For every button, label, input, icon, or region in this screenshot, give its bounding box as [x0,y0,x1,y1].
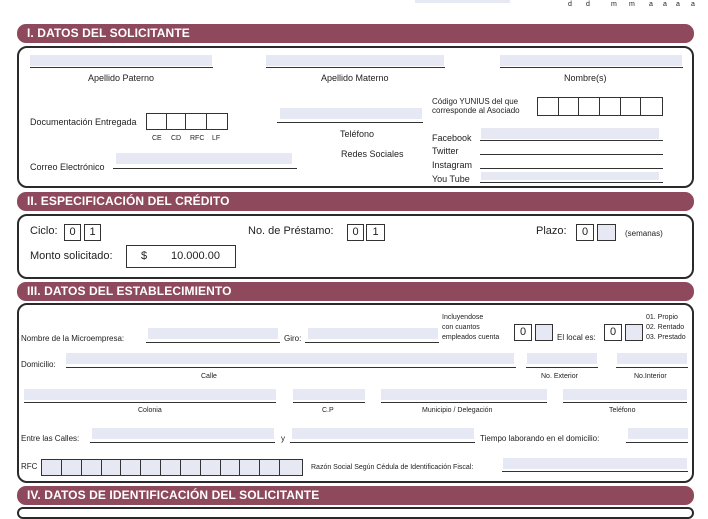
documentacion-label: Documentación Entregada [30,117,137,127]
section-1-header: I. DATOS DEL SOLICITANTE [17,24,694,43]
no-interior-input[interactable] [617,353,687,364]
plazo-label: Plazo: [536,225,567,237]
empleados-label-2: con cuantos [442,324,480,331]
facebook-label: Facebook [432,133,472,143]
doc-code-lf: LF [212,135,221,142]
telefono-est-input[interactable] [563,389,687,400]
nombres-label: Nombre(s) [564,73,607,83]
microempresa-label: Nombre de la Microempresa: [21,334,125,343]
date-field[interactable] [415,0,510,3]
section-3-header: III. DATOS DEL ESTABLECIMIENTO [17,282,694,301]
youtube-label: You Tube [432,174,470,184]
local-option-propio: 01. Propio [646,314,678,321]
rfc-label: RFC [21,462,38,471]
colonia-label: Colonia [138,407,162,414]
nombres-input[interactable] [500,55,682,66]
correo-label: Correo Electrónico [30,162,105,172]
apellido-paterno-input[interactable] [30,55,212,66]
cp-line [293,402,365,403]
empleados-digit-2[interactable] [535,324,553,341]
facebook-line [480,140,663,141]
razon-social-label: Razón Social Según Cédula de Identificación Fiscal: [311,464,474,471]
entre-calle-2-line [290,442,475,443]
apellido-paterno-label: Apellido Paterno [88,73,155,83]
monto-input[interactable] [126,245,236,268]
monto-currency: $ [141,250,148,262]
calle-label: Calle [201,373,217,380]
ciclo-digit-2[interactable]: 1 [84,224,101,241]
date-label: d [568,1,572,8]
date-fields [415,0,705,12]
date-label: d [586,1,590,8]
semanas-label: (semanas) [625,229,663,238]
cp-input[interactable] [293,389,365,400]
nombres-line [500,67,683,68]
prestamo-digit-2[interactable]: 1 [366,224,385,241]
local-digit-2[interactable] [625,324,643,341]
twitter-label: Twitter [432,146,459,156]
telefono-input[interactable] [280,108,422,119]
section-2-header: II. ESPECIFICACIÓN DEL CRÉDITO [17,192,694,211]
date-label: m [629,1,635,8]
telefono-est-label: Teléfono [609,407,636,414]
codigo-yunius-boxes[interactable] [537,97,663,116]
entre-calle-1-line [90,442,275,443]
plazo-digit-1[interactable]: 0 [576,224,594,241]
doc-code-cd: CD [171,135,182,142]
section-4-header: IV. DATOS DE IDENTIFICACIÓN DEL SOLICITANTE [17,486,694,505]
empleados-label-3: empleados cuenta [442,334,500,341]
local-option-prestado: 03. Prestado [646,334,686,341]
local-digit-1[interactable]: 0 [604,324,622,341]
telefono-line [277,122,423,123]
apellido-materno-input[interactable] [266,55,444,66]
tiempo-input[interactable] [628,428,688,439]
apellido-materno-label: Apellido Materno [321,73,389,83]
ciclo-label: Ciclo: [30,225,58,237]
redes-sociales-label: Redes Sociales [341,149,404,159]
razon-social-line [502,471,688,472]
youtube-line [480,182,663,183]
municipio-input[interactable] [381,389,547,400]
twitter-line [480,154,663,155]
codigo-yunius-label-1: Código YUNIUS del que [432,97,519,106]
no-exterior-input[interactable] [527,353,597,364]
domicilio-label: Domicilio: [21,360,56,369]
no-exterior-line [526,367,598,368]
colonia-line [24,402,276,403]
giro-line [305,342,439,343]
ciclo-digit-1[interactable]: 0 [64,224,81,241]
correo-input[interactable] [116,153,292,164]
documentacion-checkboxes[interactable] [146,113,228,130]
calle-line [66,367,516,368]
date-label: a [663,1,667,8]
entre-calle-2-input[interactable] [292,428,474,439]
no-interior-label: No.Interior [634,373,667,380]
razon-social-input[interactable] [503,458,687,469]
calle-input[interactable] [66,353,514,364]
municipio-line [381,402,547,403]
entre-calle-1-input[interactable] [92,428,274,439]
facebook-input[interactable] [481,128,659,139]
doc-code-ce: CE [152,135,162,142]
local-label: El local es: [557,333,596,342]
date-label: a [691,1,695,8]
empleados-digit-1[interactable]: 0 [514,324,532,341]
microempresa-line [146,342,280,343]
apellido-materno-line [266,67,445,68]
tiempo-line [626,442,688,443]
giro-label: Giro: [284,334,302,343]
monto-label: Monto solicitado: [30,250,113,262]
colonia-input[interactable] [24,389,276,400]
codigo-yunius-label-2: corresponde al Asociado [432,106,520,115]
cp-label: C.P [322,407,334,414]
doc-code-rfc: RFC [190,135,205,142]
prestamo-digit-1[interactable]: 0 [347,224,364,241]
y-label: y [281,434,285,443]
apellido-paterno-line [30,67,213,68]
correo-line [113,168,297,169]
no-interior-line [616,367,688,368]
youtube-input[interactable] [481,172,659,180]
section-4-panel [17,507,694,519]
monto-value: 10.000.00 [171,250,220,262]
local-option-rentado: 02. Rentado [646,324,685,331]
no-exterior-label: No. Exterior [541,373,578,380]
entre-calles-label: Entre las Calles: [21,434,80,443]
date-label: a [676,1,680,8]
giro-input[interactable] [308,328,438,339]
date-label: a [649,1,653,8]
empleados-label-1: Incluyendose [442,314,484,321]
tiempo-label: Tiempo laborando en el domicilio: [480,434,600,443]
prestamo-label: No. de Préstamo: [248,225,334,237]
telefono-est-line [563,402,687,403]
plazo-digit-2[interactable] [597,224,616,241]
instagram-line [480,168,663,169]
municipio-label: Municipio / Delegación [422,407,493,414]
telefono-label: Teléfono [340,129,375,139]
rfc-boxes[interactable] [41,459,303,476]
instagram-label: Instagram [432,160,473,170]
microempresa-input[interactable] [148,328,278,339]
date-label: m [611,1,617,8]
